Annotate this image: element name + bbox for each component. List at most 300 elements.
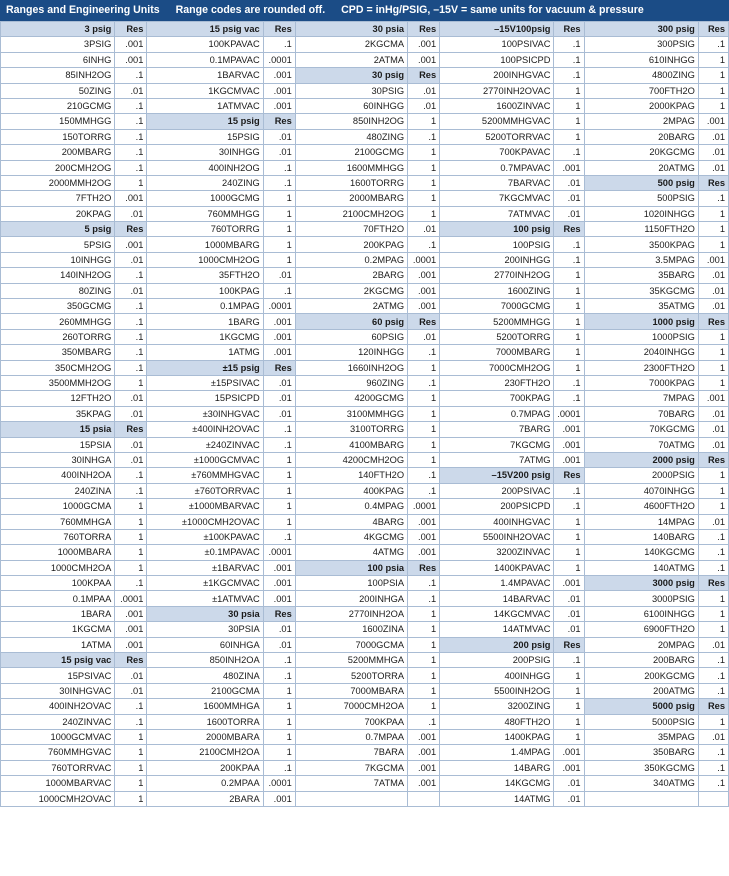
resolution-cell: 1 [554, 714, 584, 729]
range-code-cell: 480ZINA [147, 668, 263, 683]
range-code-cell: 0.4MPAG [295, 499, 407, 514]
resolution-cell: .001 [408, 514, 440, 529]
resolution-cell: .1 [554, 375, 584, 390]
range-code-cell: 200INHGVAC [440, 68, 554, 83]
range-code-cell: 3100TORRG [295, 422, 407, 437]
range-code-cell: 150TORRG [1, 129, 115, 144]
range-code-cell: 7000MBARA [295, 683, 407, 698]
range-code-cell: 100PSIVAC [440, 37, 554, 52]
range-code-cell: 30PSIA [147, 622, 263, 637]
range-code-cell: 140ATMG [584, 560, 698, 575]
range-code-cell: 1000CMH2OVAC [1, 791, 115, 806]
resolution-cell: 1 [698, 52, 728, 67]
resolution-cell: .01 [698, 437, 728, 452]
range-code-cell: 30INHGG [147, 145, 263, 160]
resolution-cell: 1 [408, 637, 440, 652]
resolution-cell: 1 [263, 222, 295, 237]
resolution-cell: 1 [698, 591, 728, 606]
resolution-cell: .1 [554, 653, 584, 668]
resolution-cell: 1 [115, 760, 147, 775]
resolution-cell: .01 [698, 145, 728, 160]
range-code-cell: 20MPAG [584, 637, 698, 652]
range-code-cell: 70KGCMG [584, 422, 698, 437]
range-code-cell: 350GCMG [1, 299, 115, 314]
resolution-cell: .1 [115, 114, 147, 129]
table-row [1, 683, 729, 698]
range-code-cell: 1000PSIG [584, 329, 698, 344]
resolution-cell: .01 [698, 129, 728, 144]
resolution-cell: 1 [263, 683, 295, 698]
range-code-cell: 400INH2OA [1, 468, 115, 483]
resolution-cell: 1 [698, 68, 728, 83]
range-code-cell: 2100CMH2OG [295, 206, 407, 221]
resolution-cell: .001 [263, 314, 295, 329]
resolution-cell: .001 [408, 545, 440, 560]
resolution-cell: .001 [115, 637, 147, 652]
range-code-cell: 7000GCMA [295, 637, 407, 652]
range-code-cell: 1000MBARVAC [1, 776, 115, 791]
range-code-cell: 14ATMG [440, 791, 554, 806]
range-code-cell: 14KGCMVAC [440, 606, 554, 621]
resolution-cell: 1 [408, 437, 440, 452]
range-code-cell: 100KPAG [147, 283, 263, 298]
resolution-cell: .1 [408, 714, 440, 729]
range-code-cell: 5PSIG [1, 237, 115, 252]
range-code-cell: 2000PSIG [584, 468, 698, 483]
resolution-cell: 1 [698, 206, 728, 221]
range-group-header: 15 psia [1, 422, 115, 437]
range-group-res-header: Res [554, 637, 584, 652]
range-code-cell: 0.1MPAVAC [147, 52, 263, 67]
range-group-header: 100 psig [440, 222, 554, 237]
range-code-cell: 30PSIG [295, 83, 407, 98]
resolution-cell: 1 [554, 299, 584, 314]
resolution-cell: .01 [115, 391, 147, 406]
resolution-cell: .01 [554, 622, 584, 637]
range-code-cell: 2BARA [147, 791, 263, 806]
ranges-table [0, 21, 729, 807]
resolution-cell: 1 [408, 622, 440, 637]
resolution-cell: .1 [115, 360, 147, 375]
resolution-cell: .0001 [263, 299, 295, 314]
range-group-res-header: Res [698, 314, 728, 329]
table-row [1, 637, 729, 652]
range-code-cell: 0.7MPAG [440, 406, 554, 421]
resolution-cell: .01 [554, 776, 584, 791]
range-code-cell: 140KGCMG [584, 545, 698, 560]
resolution-cell: .001 [554, 437, 584, 452]
table-row [1, 52, 729, 67]
range-code-cell: 3500MMH2OG [1, 375, 115, 390]
range-group-header: 60 psig [295, 314, 407, 329]
range-code-cell: 7ATMVAC [440, 206, 554, 221]
range-code-cell: 1000MBARA [1, 545, 115, 560]
resolution-cell: .1 [698, 653, 728, 668]
range-code-cell: 400INH2OG [147, 160, 263, 175]
range-code-cell: 200MBARG [1, 145, 115, 160]
resolution-cell: 1 [263, 499, 295, 514]
resolution-cell: .001 [408, 52, 440, 67]
table-row [1, 668, 729, 683]
table-row [1, 452, 729, 467]
table-row [1, 791, 729, 806]
range-code-cell: 210GCMG [1, 98, 115, 113]
range-code-cell: 260TORRG [1, 329, 115, 344]
resolution-cell: .0001 [408, 499, 440, 514]
resolution-cell: .01 [554, 191, 584, 206]
resolution-cell: 1 [408, 360, 440, 375]
range-code-cell: 3.5MPAG [584, 252, 698, 267]
resolution-cell: .1 [408, 345, 440, 360]
range-code-cell: 200INHGG [440, 252, 554, 267]
range-code-cell: ±1BARVAC [147, 560, 263, 575]
resolution-cell: .001 [263, 591, 295, 606]
range-code-cell: ±760MMHGVAC [147, 468, 263, 483]
range-code-cell: 5200TORRG [440, 329, 554, 344]
range-code-cell: 2770INH2OVAC [440, 83, 554, 98]
range-code-cell: 2000KPAG [584, 98, 698, 113]
range-code-cell: ±1ATMVAC [147, 591, 263, 606]
range-code-cell: 140INH2OG [1, 268, 115, 283]
range-code-cell: 20KPAG [1, 206, 115, 221]
resolution-cell: 1 [408, 668, 440, 683]
range-code-cell: 30INHGA [1, 452, 115, 467]
range-code-cell: 3100MMHGG [295, 406, 407, 421]
resolution-cell: 1 [698, 329, 728, 344]
range-code-cell: 760MMHGG [147, 206, 263, 221]
table-row [1, 314, 729, 329]
resolution-cell: .001 [698, 252, 728, 267]
empty-cell [295, 791, 407, 806]
range-code-cell: 1ATMA [1, 637, 115, 652]
resolution-cell: .01 [263, 145, 295, 160]
table-row [1, 653, 729, 668]
range-group-res-header: Res [698, 22, 728, 37]
resolution-cell: 1 [408, 606, 440, 621]
resolution-cell: .01 [554, 591, 584, 606]
resolution-cell: .1 [115, 699, 147, 714]
range-code-cell: 200CMH2OG [1, 160, 115, 175]
resolution-cell: .1 [115, 468, 147, 483]
range-code-cell: 0.1MPAG [147, 299, 263, 314]
range-code-cell: 480FTH2O [440, 714, 554, 729]
resolution-cell: .1 [263, 653, 295, 668]
table-row [1, 129, 729, 144]
resolution-cell: .1 [115, 345, 147, 360]
ranges-table-body [1, 22, 729, 807]
resolution-cell: .1 [554, 68, 584, 83]
range-code-cell: 400INHGG [440, 668, 554, 683]
resolution-cell: 1 [554, 560, 584, 575]
resolution-cell: 1 [698, 222, 728, 237]
range-code-cell: 200PSIG [440, 653, 554, 668]
resolution-cell: .001 [554, 452, 584, 467]
range-code-cell: 5500INH2OG [440, 683, 554, 698]
range-code-cell: 2MPAG [584, 114, 698, 129]
resolution-cell: .001 [115, 237, 147, 252]
table-row [1, 529, 729, 544]
range-code-cell: 5200TORRVAC [440, 129, 554, 144]
range-group-header: 15 psig [147, 114, 263, 129]
range-code-cell: 14MPAG [584, 514, 698, 529]
resolution-cell: .001 [408, 37, 440, 52]
resolution-cell: 1 [408, 699, 440, 714]
resolution-cell: 1 [263, 206, 295, 221]
table-row [1, 714, 729, 729]
range-code-cell: 7000CMH2OA [295, 699, 407, 714]
resolution-cell: .001 [263, 345, 295, 360]
resolution-cell: 1 [408, 391, 440, 406]
range-code-cell: 5200MMHGA [295, 653, 407, 668]
resolution-cell: 1 [698, 98, 728, 113]
resolution-cell: 1 [698, 468, 728, 483]
range-code-cell: 4KGCMG [295, 529, 407, 544]
range-code-cell: 1000MBARG [147, 237, 263, 252]
range-code-cell: 1020INHGG [584, 206, 698, 221]
resolution-cell: .001 [263, 98, 295, 113]
range-code-cell: 4600FTH2O [584, 499, 698, 514]
range-code-cell: 7BARA [295, 745, 407, 760]
resolution-cell: .1 [698, 760, 728, 775]
resolution-cell: .001 [263, 68, 295, 83]
resolution-cell: .1 [115, 129, 147, 144]
range-code-cell: 30INHGVAC [1, 683, 115, 698]
range-code-cell: 700KPAA [295, 714, 407, 729]
range-code-cell: 14ATMVAC [440, 622, 554, 637]
range-code-cell: 500PSIG [584, 191, 698, 206]
range-code-cell: 12FTH2O [1, 391, 115, 406]
range-code-cell: 240ZINA [1, 483, 115, 498]
range-group-header: 15 psig vac [147, 22, 263, 37]
resolution-cell: .1 [263, 422, 295, 437]
resolution-cell: 1 [263, 191, 295, 206]
range-code-cell: ±15PSIVAC [147, 375, 263, 390]
resolution-cell: .01 [115, 83, 147, 98]
table-row [1, 514, 729, 529]
range-code-cell: 700KPAG [440, 391, 554, 406]
range-code-cell: 1KGCMG [147, 329, 263, 344]
range-code-cell: 15PSIA [1, 437, 115, 452]
range-code-cell: 70FTH2O [295, 222, 407, 237]
range-code-cell: 100PSIG [440, 237, 554, 252]
table-row [1, 145, 729, 160]
table-row [1, 268, 729, 283]
resolution-cell: 1 [698, 606, 728, 621]
resolution-cell: .01 [698, 637, 728, 652]
range-code-cell: 3200ZING [440, 699, 554, 714]
range-code-cell: 10INHGG [1, 252, 115, 267]
range-code-cell: 1ATMVAC [147, 98, 263, 113]
range-code-cell: 1400KPAG [440, 729, 554, 744]
resolution-cell: 1 [115, 375, 147, 390]
resolution-cell: .01 [263, 129, 295, 144]
range-group-header: 200 psig [440, 637, 554, 652]
range-code-cell: 850INH2OG [295, 114, 407, 129]
range-group-header: 300 psig [584, 22, 698, 37]
range-code-cell: 1000GCMVAC [1, 729, 115, 744]
resolution-cell: 1 [554, 114, 584, 129]
resolution-cell: 1 [115, 499, 147, 514]
table-row [1, 22, 729, 37]
table-row [1, 776, 729, 791]
range-code-cell: 35KPAG [1, 406, 115, 421]
resolution-cell: .1 [115, 299, 147, 314]
range-code-cell: 100PSIA [295, 576, 407, 591]
range-code-cell: 15PSIVAC [1, 668, 115, 683]
resolution-cell: .01 [115, 406, 147, 421]
range-code-cell: 7000GCMG [440, 299, 554, 314]
range-code-cell: 5200MMHGVAC [440, 114, 554, 129]
resolution-cell: 1 [263, 699, 295, 714]
resolution-cell: 1 [115, 560, 147, 575]
resolution-cell: .1 [115, 329, 147, 344]
range-code-cell: 14KGCMG [440, 776, 554, 791]
resolution-cell: .01 [408, 83, 440, 98]
range-code-cell: 1000CMH2OG [147, 252, 263, 267]
range-code-cell: 6900FTH2O [584, 622, 698, 637]
range-code-cell: 100KPAA [1, 576, 115, 591]
resolution-cell: .001 [263, 83, 295, 98]
resolution-cell: .001 [408, 729, 440, 744]
resolution-cell: .001 [698, 391, 728, 406]
range-code-cell: 15PSICPD [147, 391, 263, 406]
resolution-cell: 1 [698, 483, 728, 498]
range-code-cell: 100PSICPD [440, 52, 554, 67]
range-code-cell: 3500KPAG [584, 237, 698, 252]
resolution-cell: 1 [554, 683, 584, 698]
resolution-cell: .001 [115, 622, 147, 637]
range-code-cell: ±1000MBARVAC [147, 499, 263, 514]
resolution-cell: .1 [698, 776, 728, 791]
table-row [1, 576, 729, 591]
range-code-cell: 760TORRVAC [1, 760, 115, 775]
range-group-res-header: Res [554, 22, 584, 37]
range-code-cell: 4200GCMG [295, 391, 407, 406]
resolution-cell: .1 [263, 283, 295, 298]
range-group-header: 30 psia [147, 606, 263, 621]
range-code-cell: 300PSIG [584, 37, 698, 52]
empty-cell [698, 791, 728, 806]
range-code-cell: ±240ZINVAC [147, 437, 263, 452]
table-row [1, 437, 729, 452]
range-code-cell: 200PSICPD [440, 499, 554, 514]
range-code-cell: 20ATMG [584, 160, 698, 175]
range-code-cell: 350KGCMG [584, 760, 698, 775]
range-code-cell: 0.2MPAG [295, 252, 407, 267]
resolution-cell: .01 [115, 683, 147, 698]
resolution-cell: .01 [408, 98, 440, 113]
resolution-cell: .001 [554, 760, 584, 775]
table-row [1, 114, 729, 129]
range-code-cell: 35KGCMG [584, 283, 698, 298]
range-group-res-header: Res [698, 452, 728, 467]
range-code-cell: ±0.1MPAVAC [147, 545, 263, 560]
range-code-cell: 2KGCMG [295, 283, 407, 298]
range-code-cell: 100KPAVAC [147, 37, 263, 52]
range-code-cell: 0.7MPAA [295, 729, 407, 744]
resolution-cell: 1 [408, 175, 440, 190]
range-group-header: 500 psig [584, 175, 698, 190]
resolution-cell: .1 [263, 760, 295, 775]
resolution-cell: .1 [115, 145, 147, 160]
range-code-cell: 150MMHGG [1, 114, 115, 129]
range-code-cell: 3PSIG [1, 37, 115, 52]
range-code-cell: 7KGCMVAC [440, 191, 554, 206]
range-code-cell: 0.2MPAA [147, 776, 263, 791]
range-code-cell: 760MMHGA [1, 514, 115, 529]
table-row [1, 68, 729, 83]
resolution-cell: 1 [115, 745, 147, 760]
range-code-cell: 850INH2OA [147, 653, 263, 668]
range-group-res-header: Res [408, 22, 440, 37]
range-code-cell: ±30INHGVAC [147, 406, 263, 421]
resolution-cell: .1 [408, 591, 440, 606]
resolution-cell: .01 [263, 391, 295, 406]
resolution-cell: .01 [263, 622, 295, 637]
resolution-cell: .01 [554, 175, 584, 190]
range-code-cell: 200ATMG [584, 683, 698, 698]
range-code-cell: 4070INHGG [584, 483, 698, 498]
range-group-header: 5000 psig [584, 699, 698, 714]
range-code-cell: 7BARVAC [440, 175, 554, 190]
resolution-cell: .1 [408, 483, 440, 498]
resolution-cell: .01 [698, 160, 728, 175]
table-row [1, 468, 729, 483]
resolution-cell: .1 [408, 576, 440, 591]
range-code-cell: 1000GCMG [147, 191, 263, 206]
table-row [1, 191, 729, 206]
range-group-res-header: Res [408, 314, 440, 329]
range-code-cell: 700KPAVAC [440, 145, 554, 160]
resolution-cell: 1 [408, 406, 440, 421]
resolution-cell: .1 [554, 37, 584, 52]
resolution-cell: 1 [408, 452, 440, 467]
range-code-cell: 7000CMH2OG [440, 360, 554, 375]
range-group-res-header: Res [698, 699, 728, 714]
table-row [1, 422, 729, 437]
range-code-cell: 340ATMG [584, 776, 698, 791]
range-group-res-header: Res [263, 114, 295, 129]
resolution-cell: 1 [554, 129, 584, 144]
resolution-cell: .01 [698, 299, 728, 314]
range-code-cell: 85INH2OG [1, 68, 115, 83]
range-code-cell: 3000PSIG [584, 591, 698, 606]
range-code-cell: 400INHGVAC [440, 514, 554, 529]
range-code-cell: 35MPAG [584, 729, 698, 744]
range-code-cell: 350CMH2OG [1, 360, 115, 375]
resolution-cell: 1 [263, 452, 295, 467]
table-row [1, 175, 729, 190]
resolution-cell: .001 [263, 560, 295, 575]
resolution-cell: .1 [115, 314, 147, 329]
resolution-cell: 1 [698, 622, 728, 637]
resolution-cell: 1 [263, 745, 295, 760]
resolution-cell: 1 [554, 545, 584, 560]
range-group-res-header: Res [115, 653, 147, 668]
resolution-cell: .001 [263, 791, 295, 806]
resolution-cell: .01 [698, 422, 728, 437]
range-code-cell: 2100GCMA [147, 683, 263, 698]
resolution-cell: .1 [698, 683, 728, 698]
resolution-cell: .1 [698, 560, 728, 575]
resolution-cell: .1 [554, 145, 584, 160]
range-code-cell: 1400KPAVAC [440, 560, 554, 575]
range-code-cell: 200KGCMG [584, 668, 698, 683]
range-code-cell: 760MMHGVAC [1, 745, 115, 760]
resolution-cell: .1 [554, 237, 584, 252]
table-row [1, 360, 729, 375]
resolution-cell: .01 [263, 375, 295, 390]
